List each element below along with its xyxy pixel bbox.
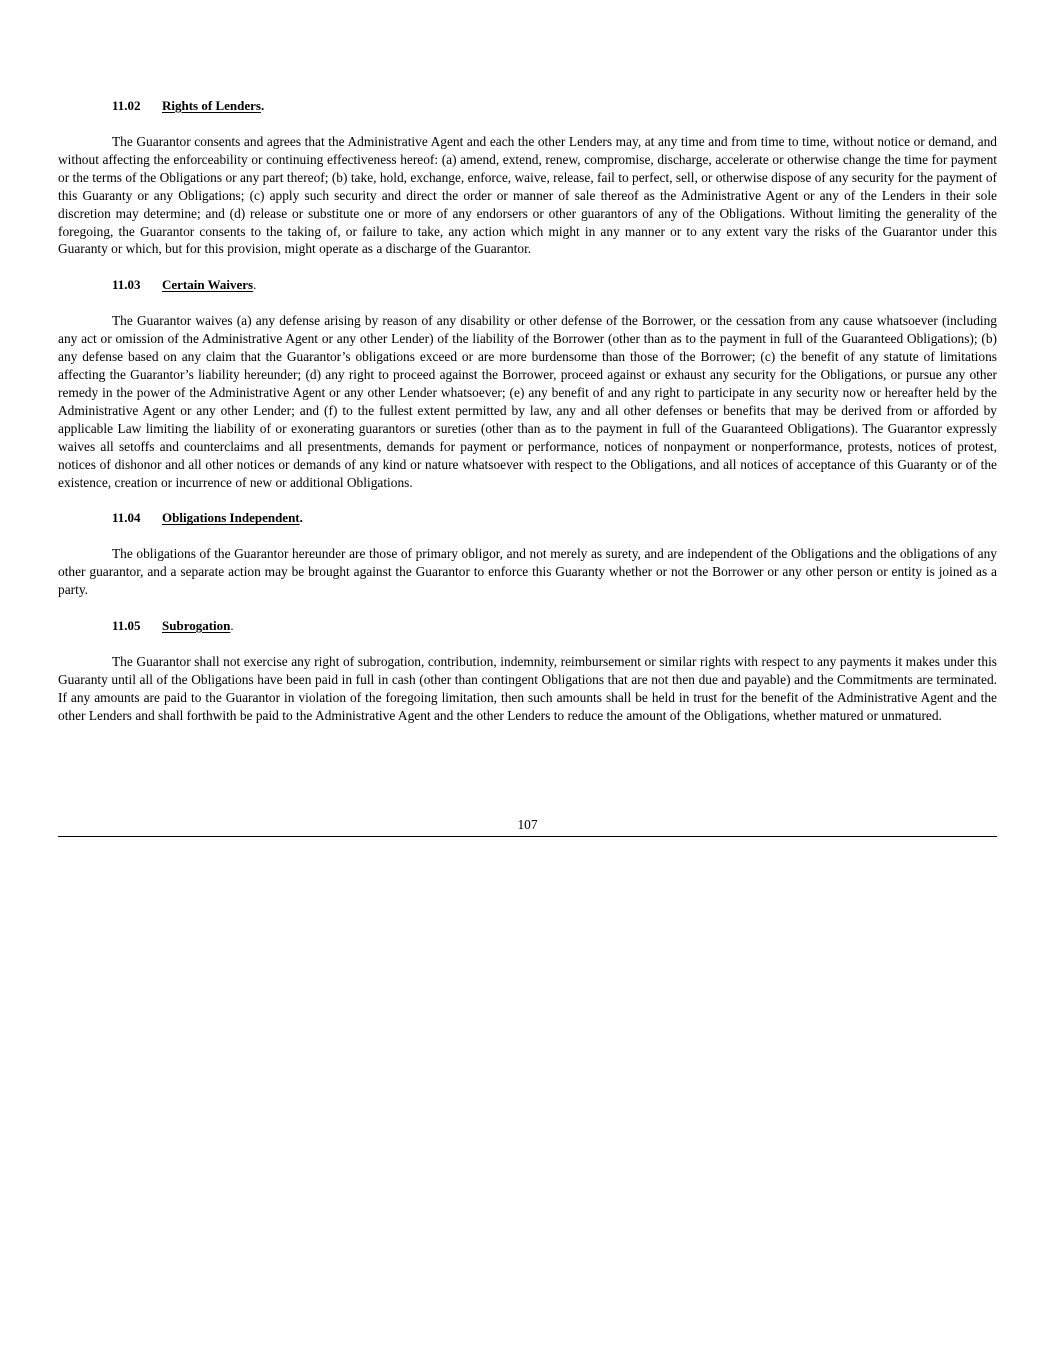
- page-number: 107: [517, 817, 538, 832]
- page-footer: [58, 816, 997, 837]
- section-number: 11.05: [112, 618, 141, 634]
- section-heading: [112, 617, 997, 635]
- section-body: The Guarantor consents and agrees that the Administrative Agent and each the other Lenders may, at any time and from time to time, without notice or demand, and without affecting the enforceability or continuing effectiveness hereof: (a) amend, extend, renew, compromise, discharge, accelerate or otherwise change the time for payment or the terms of the Obligations or any part thereof; (b) take, hold, exchange, enforce, waive, release, fail to perfect, sell, or otherwise dispose of any security for the payment of this Guaranty or any Obligations; (c) apply such security and direct the order or manner of sale thereof as the Administrative Agent or any of the Lenders in their sole discretion may determine; and (d) release or substitute one or more of any endorsers or other guarantors of any of the Obligations. Without limiting the generality of the foregoing, the Guarantor consents to the taking of, or failure to take, any action which might in any manner or to any extent vary the risks of the Guarantor under this Guaranty or which, but for this provision, might operate as a discharge of the Guarantor.: [58, 134, 997, 257]
- section-title-punctuation: .: [253, 277, 257, 293]
- section-heading: [112, 276, 997, 294]
- section-number: 11.03: [112, 277, 141, 293]
- section-body: The Guarantor shall not exercise any right of subrogation, contribution, indemnity, reimbursement or similar rights with respect to any payments it makes under this Guaranty until all of the Obligations have been paid in full in cash (other than contingent Obligations that are not then due and payable) and the Commitments are terminated. If any amounts are paid to the Guarantor in violation of the foregoing limitation, then such amounts shall be held in trust for the benefit of the Administrative Agent and the other Lenders and shall forthwith be paid to the Administrative Agent and the other Lenders to reduce the amount of the Obligations, whether matured or unmatured.: [58, 654, 997, 723]
- section-number: 11.04: [112, 510, 141, 526]
- section-title: Certain Waivers: [162, 277, 254, 293]
- section-number: 11.02: [112, 98, 141, 113]
- section-body: The Guarantor waives (a) any defense arising by reason of any disability or other defense of the Borrower, or the cessation from any cause whatsoever (including any act or omission of the Administrative Agent or any other Lender) of the liability of the Borrower (other than as to the payment in full of the Guaranteed Obligations); (b) any defense based on any claim that the Guarantor’s obligations exceed or are more burdensome than those of the Borrower; (c) the benefit of any statute of limitations affecting the Guarantor’s liability hereunder; (d) any right to proceed against the Borrower, proceed against or exhaust any security for the Obligations, or pursue any other remedy in the power of the Administrative Agent or any other Lender whatsoever; (e) any benefit of and any right to participate in any security now or hereafter held by the Administrative Agent or any other Lender; and (f) to the fullest extent permitted by law, any and all other defenses or benefits that may be derived from or afforded by applicable Law limiting the liability of or exonerating guarantors or sureties (other than as to the payment in full of the Guaranteed Obligations). The Guarantor expressly waives all setoffs and counterclaims and all presentments, demands for payment or performance, notices of nonpayment or nonperformance, protests, notices of protest, notices of dishonor and all other notices or demands of any kind or nature whatsoever with respect to the Obligations, and all notices of acceptance of this Guaranty or of the existence, creation or incurrence of new or additional Obligations.: [58, 313, 997, 490]
- section-title: Rights of Lenders: [162, 98, 261, 113]
- section-title-punctuation: .: [299, 510, 303, 526]
- section-title-punctuation: .: [230, 618, 234, 634]
- section-11-05: [58, 617, 997, 725]
- section-title-punctuation: .: [260, 98, 265, 113]
- document-page: [58, 97, 997, 743]
- section-title: Subrogation: [162, 618, 231, 634]
- section-11-02: [58, 97, 997, 258]
- section-title: Obligations Independent: [162, 510, 300, 526]
- footer-divider: [58, 836, 997, 837]
- section-11-03: [58, 276, 997, 491]
- section-heading: [112, 97, 997, 115]
- section-body: The obligations of the Guarantor hereunder are those of primary obligor, and not merely as surety, and are independent of the Obligations and the obligations of any other guarantor, and a separate action may be brought against the Guarantor to enforce this Guaranty whether or not the Borrower or any other person or entity is joined as a party.: [58, 546, 997, 598]
- section-heading: [112, 509, 997, 527]
- section-11-04: [58, 509, 997, 599]
